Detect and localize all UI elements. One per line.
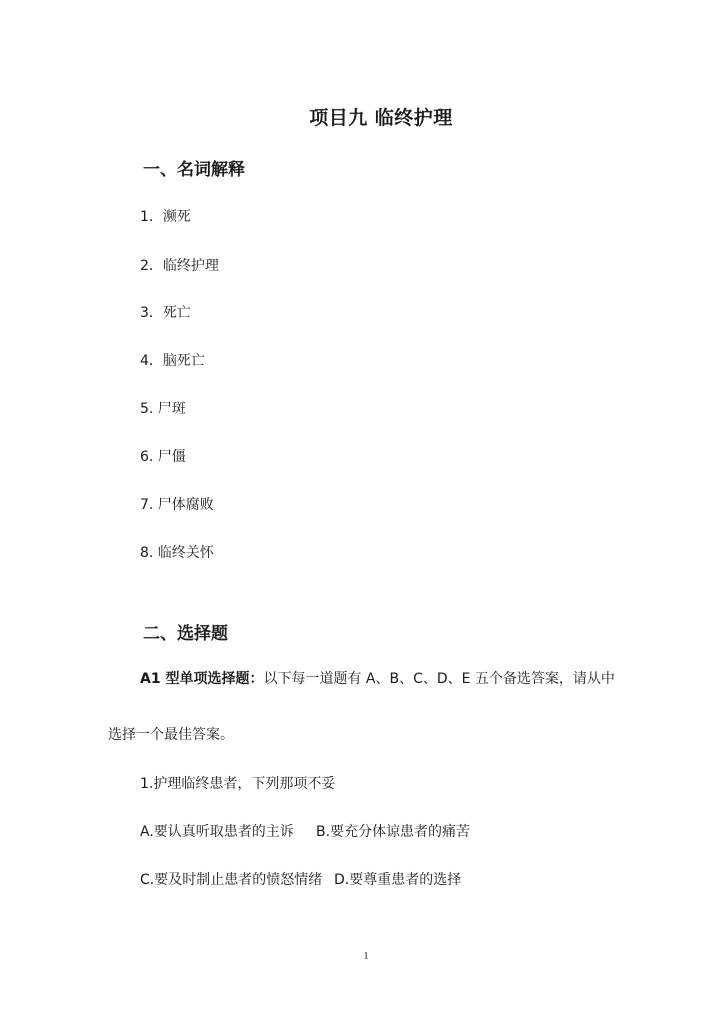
term-item: 6. 尸僵 — [140, 449, 186, 465]
term-item: 5. 尸斑 — [140, 401, 186, 417]
choice-intro-continued: 选择一个最佳答案。 — [108, 727, 234, 743]
option-b: B.要充分体谅患者的痛苦 — [316, 824, 471, 840]
option-a: A.要认真听取患者的主诉 — [140, 824, 294, 840]
section-heading-definitions: 一、名词解释 — [143, 160, 245, 180]
option-c: C.要及时制止患者的愤怒情绪 — [140, 872, 323, 888]
question-stem: 1.护理临终患者，下列那项不妥 — [140, 776, 336, 792]
term-item: 8. 临终关怀 — [140, 545, 214, 561]
page-title: 项目九 临终护理 — [309, 107, 453, 129]
term-item: 2．临终护理 — [140, 258, 219, 274]
term-item: 7. 尸体腐败 — [140, 497, 214, 513]
choice-intro — [140, 668, 615, 688]
choice-type-label: A1 型单项选择题： — [140, 671, 264, 687]
term-item: 3．死亡 — [140, 305, 191, 321]
page-number: 1 — [363, 951, 369, 962]
term-item: 1．濒死 — [140, 209, 191, 225]
choice-instructions: 以下每一道题有 A、B、C、D、E 五个备选答案，请从中 — [263, 671, 615, 687]
section-heading-choice: 二、选择题 — [143, 624, 228, 644]
option-d: D.要尊重患者的选择 — [334, 872, 462, 888]
term-item: 4．脑死亡 — [140, 353, 205, 369]
